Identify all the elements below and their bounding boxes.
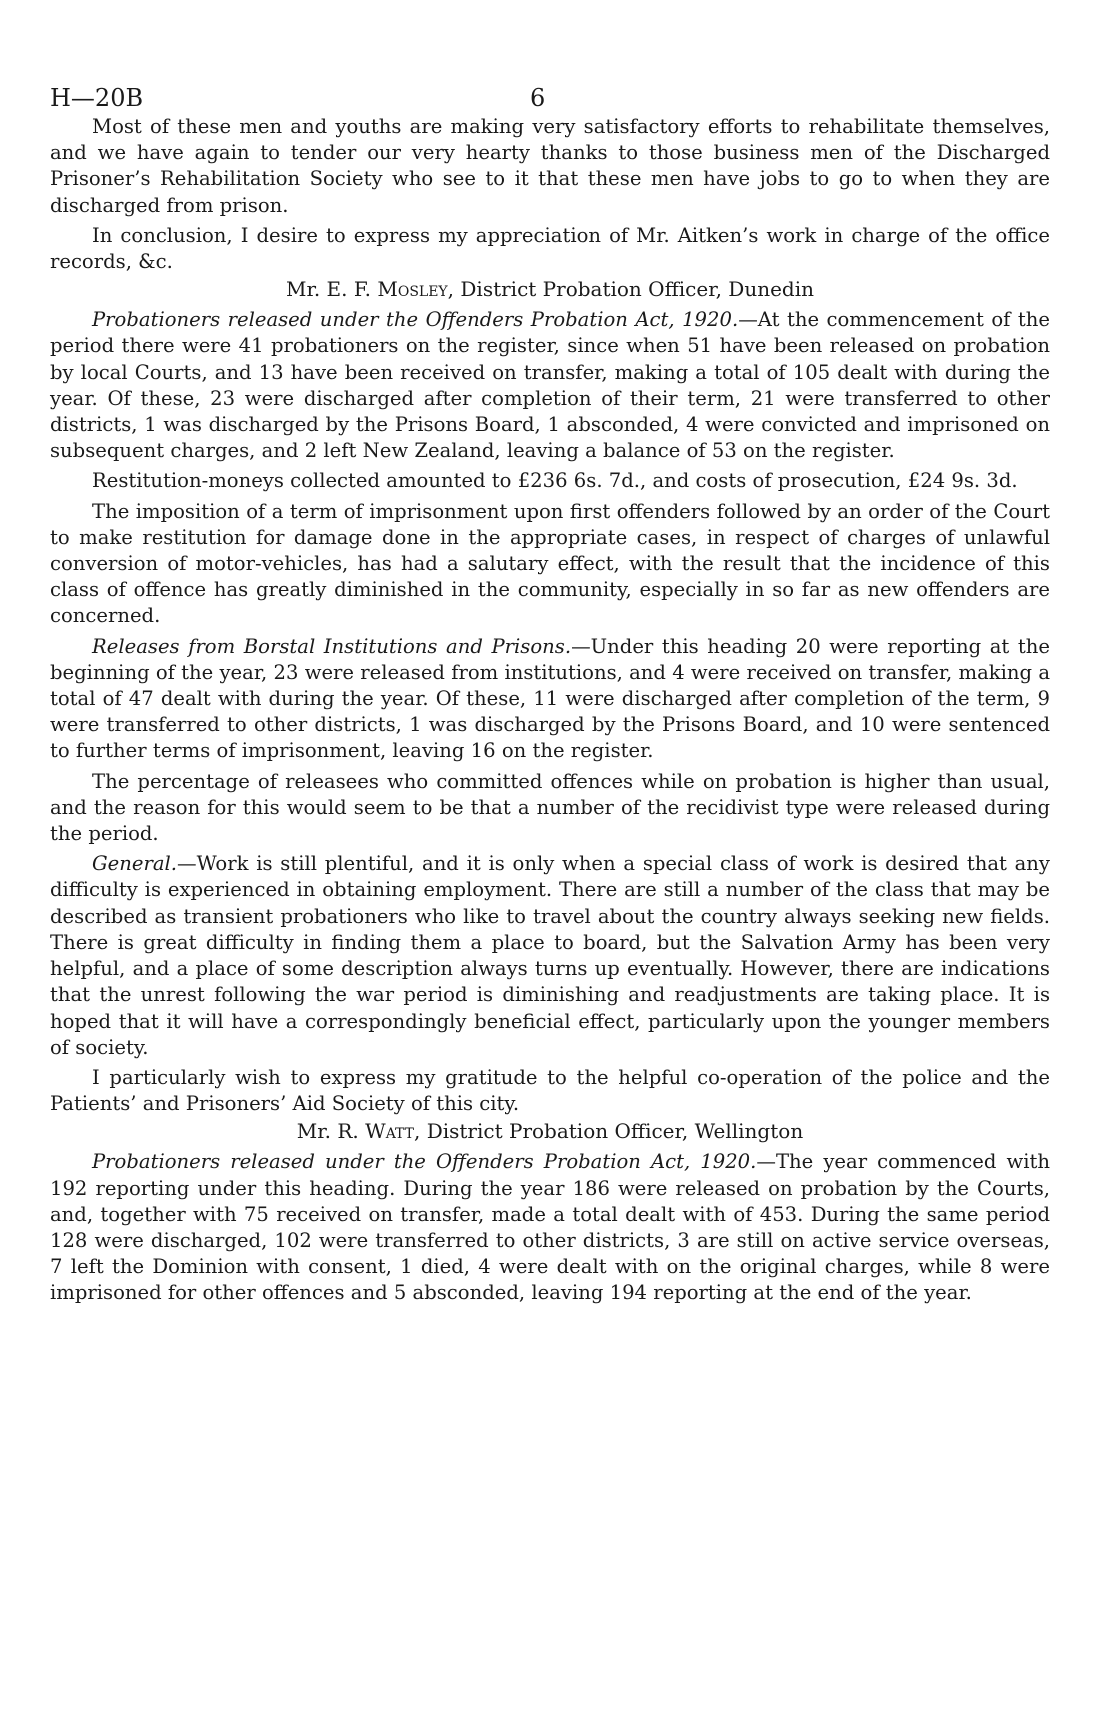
document-page [50,70,1050,1307]
paragraph-wellington-probationers [50,1149,1050,1306]
section-heading-wellington [50,1117,1050,1145]
paragraph-percentage: The percentage of releasees who committed offences while on probation is higher than usual, and the reason for this would seem to be that a number of the recidivist type were released during the period. [50,769,1050,846]
officer-prefix: Mr. E. F. [286,277,371,302]
em-dash: — [756,1150,776,1174]
subheading-probation-act: Probationers released under the Offenders Probation Act, 1920. [92,1150,757,1174]
paragraph-borstal-releases [50,634,1050,765]
paragraph-general [50,851,1050,1061]
em-dash: — [177,852,197,876]
officer-surname: Watt [365,1119,414,1144]
paragraph-body: Under this heading 20 were reporting at the beginning of the year, 23 were released from institutions, and 4 were received on transfer, making a total of 47 dealt with during the year. Of these, 11 were discharged after completion of the term, 9 were transferred to other districts, 1 was discharged by the Prisons Board, and 10 were sentenced to further terms of imprisonment, leaving 16 on the register. [50,634,1050,763]
paragraph-body: The year commenced with 192 reporting under this heading. During the year 186 were released on probation by the Courts, and, together with 75 received on transfer, made a total dealt with of 453. During the same period 128 were discharged, 102 were transferred to other districts, 3 are still on active service overseas, 7 left the Dominion with consent, 1 died, 4 were dealt with on the original charges, while 8 were imprisoned for other offences and 5 absconded, leaving 194 reporting at the end of the year. [50,1150,1050,1305]
em-dash: — [571,634,591,658]
page-header [50,70,1050,114]
paragraph-body: Work is still plentiful, and it is only when a special class of work is desired that any difficulty is experienced in obtaining employment. There are still a number of the class that may be described as transient probationers who like to travel about the country always seeking new fields. There is great difficulty in finding them a place to board, but the Salvation Army has been very helpful, and a place of some description always turns up eventually. However, there are indications that the unrest following the war period is diminishing and readjustments are taking place. It is hoped that it will have a correspondingly beneficial effect, particularly upon the younger members of society. [50,852,1050,1059]
paragraph-gratitude: I particularly wish to express my gratitude to the helpful co-operation of the police and the Patients’ and Prisoners’ Aid Society of this city. [50,1065,1050,1116]
section-heading-dunedin [50,275,1050,303]
paragraph-restitution: Restitution-moneys collected amounted to £236 6s. 7d., and costs of prosecution, £24 9s. 3d. [92,469,1018,493]
officer-title: , District Probation Officer, Wellington [413,1119,804,1144]
paragraph-dunedin-probationers [50,307,1050,464]
document-reference: H—20B [50,84,144,112]
subheading-general: General. [92,852,178,876]
paragraph-rehabilitation-efforts: Most of these men and youths are making very satisfactory efforts to rehabilitate themselves, and we have again to tender our very hearty thanks to those business men of the Discharged Prisoner’s Rehabilitation Society who see to it that these men have jobs to go to when they are discharged from prison. [50,115,1050,217]
officer-title: , District Probation Officer, Dunedin [447,277,814,302]
subheading-probation-act: Probationers released under the Offenders Probation Act, 1920. [92,308,739,332]
officer-prefix: Mr. R. [296,1119,359,1144]
officer-surname: Mosley [377,277,448,302]
em-dash: — [738,308,758,332]
page-number: 6 [530,84,546,112]
subheading-borstal: Releases from Borstal Institutions and Prisons. [92,634,572,658]
paragraph-imprisonment-effect: The imposition of a term of imprisonment upon first offenders followed by an order of the Court to make restitution for damage done in the appropriate cases, in respect of charges of unlawful conversion of motor-vehicles, has had a salutary effect, with the result that the incidence of this class of offence has greatly diminished in the community, especially in so far as new offenders are concerned. [50,499,1050,628]
paragraph-body: At the commencement of the period there were 41 probationers on the register, since when 51 have been released on probation by local Courts, and 13 have been received on transfer, making a total of 105 dealt with during the year. Of these, 23 were discharged after completion of their term, 21 were transferred to other districts, 1 was discharged by the Prisons Board, 1 absconded, 4 were convicted and imprisoned on subsequent charges, and 2 left New Zealand, leaving a balance of 53 on the register. [50,308,1050,463]
paragraph-conclusion: In conclusion, I desire to express my appreciation of Mr. Aitken’s work in charge of the office records, &c. [50,223,1050,274]
